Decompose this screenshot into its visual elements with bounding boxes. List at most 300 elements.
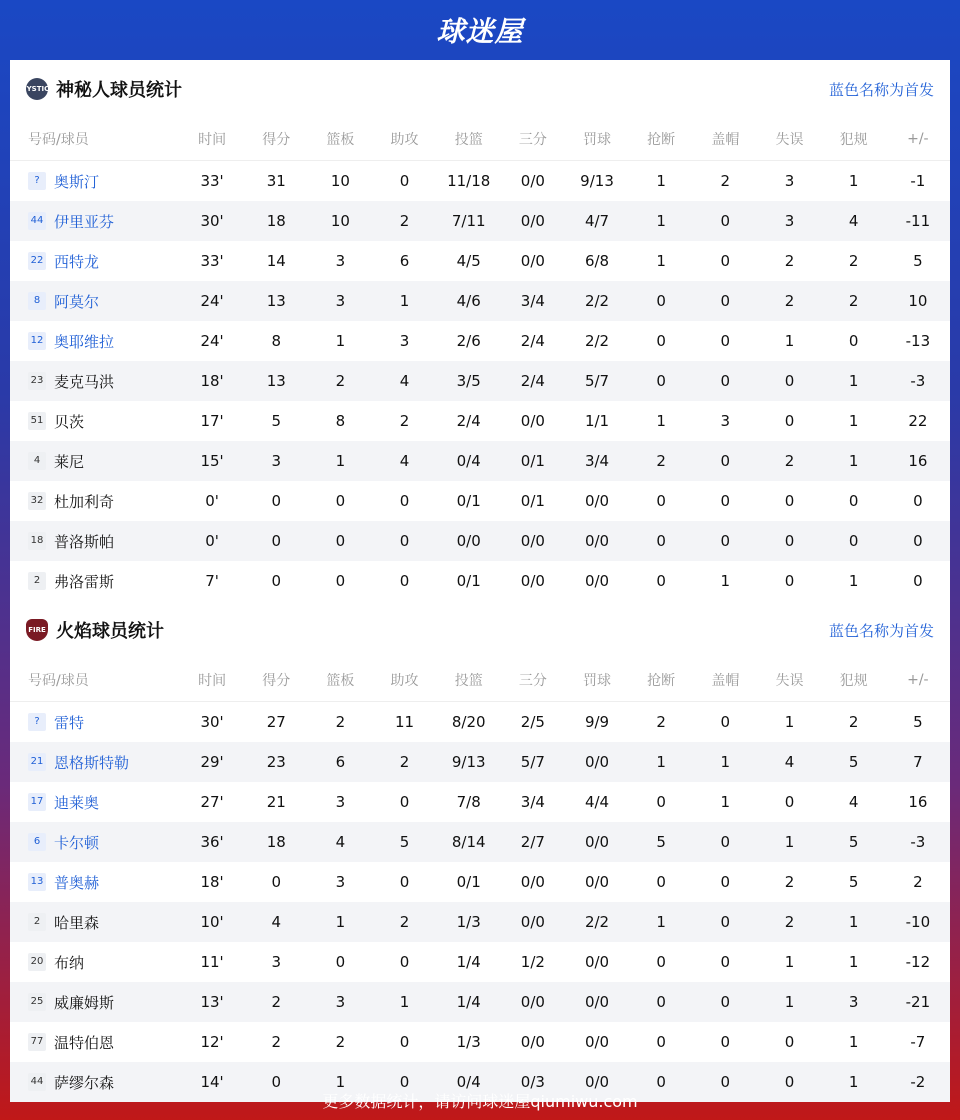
stat-cell: 1	[848, 1033, 859, 1051]
jersey-number: 20	[28, 953, 46, 971]
stat-cell: 1	[822, 441, 886, 481]
stat-cell: 16	[908, 793, 928, 811]
stat-cell: 2	[848, 713, 859, 731]
stat-cell: -7	[910, 1033, 926, 1051]
stat-cell: 1	[335, 332, 346, 350]
section-header	[10, 601, 950, 659]
starter-legend: 蓝色名称为首发	[828, 621, 934, 640]
stat-cell: 3	[244, 441, 308, 481]
stat-cell: 0/4	[437, 1062, 501, 1102]
stat-cell: 1/3	[456, 1033, 481, 1051]
stat-cell: 27'	[200, 793, 224, 811]
stat-cell: 18	[244, 201, 308, 241]
jersey-number: 13	[28, 873, 46, 891]
stat-cell: 0	[372, 521, 436, 561]
jersey-number: 4	[28, 452, 46, 470]
jersey-number: 32	[28, 492, 46, 510]
column-header: 投篮	[437, 118, 501, 161]
stat-cell: 0	[784, 492, 795, 510]
stat-cell: 2	[757, 281, 821, 321]
jersey-number: 12	[28, 332, 46, 350]
stat-cell: 12'	[200, 1033, 224, 1051]
player-cell	[10, 742, 180, 782]
stat-cell: 2	[757, 902, 821, 942]
player-name: 哈里森	[54, 913, 100, 932]
stat-cell: 10	[886, 281, 950, 321]
stat-cell: 3	[271, 953, 281, 971]
jersey-number: 44	[28, 212, 46, 230]
table-row	[10, 742, 950, 782]
stat-cell: 18'	[180, 361, 244, 401]
stat-cell: 0/0	[437, 521, 501, 561]
stat-cell: 14'	[180, 1062, 244, 1102]
stat-cell: 0	[720, 332, 731, 350]
stat-cell: 1	[308, 1062, 372, 1102]
stat-cell: 15'	[180, 441, 244, 481]
stat-cell: 0/1	[520, 492, 545, 510]
stat-cell: 0	[372, 1062, 436, 1102]
stat-cell: 0	[720, 252, 731, 270]
stat-cell: 1	[848, 953, 859, 971]
stat-cell: 7'	[205, 572, 219, 590]
stat-cell: 0'	[205, 492, 219, 510]
stat-cell: 2	[335, 713, 346, 731]
stat-cell: 4/7	[565, 201, 629, 241]
stat-cell: 8	[335, 412, 346, 430]
table-row	[10, 361, 950, 401]
table-row	[10, 1022, 950, 1062]
stat-cell: 1	[720, 793, 731, 811]
stat-cell: 1	[757, 822, 821, 862]
stat-cell: 30'	[180, 201, 244, 241]
player-cell	[10, 361, 180, 401]
player-name: 普洛斯帕	[54, 532, 115, 551]
stat-cell: 2	[244, 982, 308, 1022]
stat-cell: 0	[848, 492, 859, 510]
stat-cell: 5	[629, 822, 693, 862]
column-header: 得分	[244, 118, 308, 161]
table-row	[10, 822, 950, 862]
stat-cell: 0/0	[501, 982, 565, 1022]
stat-cell: 0/0	[501, 201, 565, 241]
stat-cell: 33'	[200, 172, 224, 190]
stat-cell: 0	[271, 572, 281, 590]
player-name: 麦克马洪	[54, 372, 115, 391]
column-header: +/-	[886, 659, 950, 702]
footer-banner	[0, 1080, 960, 1120]
stat-cell: 1	[308, 902, 372, 942]
stat-cell: 0	[693, 441, 757, 481]
stat-cell: 2/5	[520, 713, 545, 731]
column-header: 时间	[180, 659, 244, 702]
stat-cell: 0	[913, 492, 923, 510]
stat-cell: 1	[822, 1062, 886, 1102]
stat-cell: 23	[244, 742, 308, 782]
stat-cell: 0	[399, 793, 410, 811]
stat-cell: 0/0	[520, 572, 545, 590]
stat-cell: 3	[335, 252, 346, 270]
team-logo-icon: FIRE	[26, 619, 48, 641]
stat-cell: 2	[720, 172, 731, 190]
stat-cell: 13	[244, 361, 308, 401]
stat-cell: 0/0	[520, 252, 545, 270]
table-row	[10, 321, 950, 361]
stat-cell: 4	[372, 361, 436, 401]
stat-cell: 0	[848, 332, 859, 350]
stat-cell: 0	[629, 361, 693, 401]
stat-cell: 5	[372, 822, 436, 862]
table-header-row	[10, 118, 950, 161]
stat-cell: 1	[848, 172, 859, 190]
player-name[interactable]: 迪莱奥	[54, 793, 100, 812]
jersey-number: 77	[28, 1033, 46, 1051]
stat-cell: 0	[886, 521, 950, 561]
player-name[interactable]: 奥斯汀	[54, 172, 100, 191]
player-name: 布纳	[54, 953, 85, 972]
column-header: 抢断	[629, 118, 693, 161]
column-header: 罚球	[565, 659, 629, 702]
stat-cell: 0	[656, 572, 666, 590]
column-header: 罚球	[565, 118, 629, 161]
player-name: 贝茨	[54, 412, 85, 431]
stat-cell: 5	[822, 822, 886, 862]
stat-cell: 13	[244, 281, 308, 321]
stat-cell: 2	[629, 441, 693, 481]
stat-cell: 2/6	[456, 332, 481, 350]
stat-cell: 0	[335, 572, 346, 590]
stat-cell: 0	[399, 953, 410, 971]
stat-cell: 2/4	[456, 412, 481, 430]
stat-cell: 0/0	[584, 953, 610, 971]
stat-cell: 0/0	[520, 412, 545, 430]
stat-cell: 2	[372, 742, 436, 782]
stat-cell: 5/7	[565, 361, 629, 401]
column-header: 时间	[180, 118, 244, 161]
stat-cell: 1	[720, 572, 731, 590]
team-section-mystics	[10, 60, 950, 601]
footer-text: 更多数据统计，请访问球迷屋qiumiwu.com	[322, 1091, 638, 1111]
stat-cell: 0/1	[456, 873, 481, 891]
stats-card	[10, 60, 950, 1092]
stat-cell: 4/6	[437, 281, 501, 321]
stat-cell: 5	[271, 412, 281, 430]
jersey-number: ?	[28, 172, 46, 190]
table-row	[10, 281, 950, 321]
stat-cell: 3/4	[501, 281, 565, 321]
stats-table	[10, 659, 950, 1102]
stat-cell: 0	[308, 521, 372, 561]
stat-cell: 1	[629, 201, 693, 241]
column-header: 助攻	[372, 118, 436, 161]
stat-cell: 0	[693, 902, 757, 942]
stat-cell: 0	[784, 793, 795, 811]
stat-cell: 24'	[200, 332, 224, 350]
stat-cell: 1/2	[520, 953, 545, 971]
jersey-number: 51	[28, 412, 46, 430]
stat-cell: -1	[910, 172, 926, 190]
stat-cell: 0/0	[584, 1033, 610, 1051]
stat-cell: 3/4	[565, 441, 629, 481]
stat-cell: 10'	[180, 902, 244, 942]
table-row	[10, 241, 950, 281]
stat-cell: 1	[629, 902, 693, 942]
stat-cell: 2/2	[584, 332, 610, 350]
stat-cell: 0	[656, 953, 666, 971]
table-row	[10, 782, 950, 822]
column-header: 得分	[244, 659, 308, 702]
stat-cell: 0/3	[501, 1062, 565, 1102]
table-row	[10, 902, 950, 942]
stat-cell: 5	[913, 252, 923, 270]
stat-cell: 4	[244, 902, 308, 942]
jersey-number: 18	[28, 532, 46, 550]
player-cell	[10, 161, 180, 202]
stat-cell: 0	[271, 492, 281, 510]
player-cell	[10, 321, 180, 361]
stat-cell: 0	[784, 1033, 795, 1051]
stat-cell: 31	[266, 172, 286, 190]
stat-cell: 2	[784, 252, 795, 270]
stat-cell: 0/0	[565, 982, 629, 1022]
column-header: 三分	[501, 659, 565, 702]
column-header: +/-	[886, 118, 950, 161]
jersey-number: 6	[28, 833, 46, 851]
stat-cell: 2/7	[501, 822, 565, 862]
player-cell	[10, 561, 180, 601]
table-row	[10, 441, 950, 481]
stat-cell: 1	[656, 172, 666, 190]
stat-cell: 0	[399, 172, 410, 190]
stat-cell: 2	[784, 873, 795, 891]
stat-cell: 0	[720, 713, 731, 731]
jersey-number: 25	[28, 993, 46, 1011]
stat-cell: 0	[784, 572, 795, 590]
stat-cell: 1	[822, 902, 886, 942]
stat-cell: 1	[656, 252, 666, 270]
stat-cell: 0/0	[501, 521, 565, 561]
table-row	[10, 561, 950, 601]
table-row	[10, 702, 950, 743]
stat-cell: 1	[372, 281, 436, 321]
column-header: 号码/球员	[10, 659, 180, 702]
stat-cell: 10	[308, 201, 372, 241]
stat-cell: 0	[629, 521, 693, 561]
stat-cell: 0	[656, 492, 666, 510]
stat-cell: 27	[266, 713, 286, 731]
player-name: 杜加利奇	[54, 492, 115, 511]
stat-cell: 0/0	[520, 1033, 545, 1051]
stat-cell: 24'	[180, 281, 244, 321]
stat-cell: 16	[886, 441, 950, 481]
stat-cell: 0'	[180, 521, 244, 561]
stat-cell: 1	[757, 982, 821, 1022]
stat-cell: 0/0	[584, 873, 610, 891]
stat-cell: 4	[757, 742, 821, 782]
stat-cell: -13	[905, 332, 931, 350]
stat-cell: 1	[848, 412, 859, 430]
stat-cell: 8	[271, 332, 281, 350]
player-cell	[10, 281, 180, 321]
column-header: 篮板	[308, 118, 372, 161]
stat-cell: 4	[372, 441, 436, 481]
stat-cell: 14	[266, 252, 286, 270]
stat-cell: 0	[693, 201, 757, 241]
player-cell	[10, 241, 180, 281]
stat-cell: -11	[886, 201, 950, 241]
player-name[interactable]: 阿莫尔	[54, 292, 100, 311]
stat-cell: 2	[913, 873, 923, 891]
stat-cell: 5	[913, 713, 923, 731]
stat-cell: 0	[693, 1062, 757, 1102]
stat-cell: 0	[656, 793, 666, 811]
column-header: 盖帽	[693, 659, 757, 702]
section-header	[10, 60, 950, 118]
stat-cell: 2/2	[565, 281, 629, 321]
stat-cell: 21	[266, 793, 286, 811]
stat-cell: 11	[395, 713, 415, 731]
stat-cell: 5	[822, 742, 886, 782]
stat-cell: 1/4	[456, 953, 481, 971]
stat-cell: 2	[335, 1033, 346, 1051]
stat-cell: 3	[784, 172, 795, 190]
stat-cell: 36'	[180, 822, 244, 862]
stat-cell: 3	[308, 281, 372, 321]
stat-cell: 3	[335, 793, 346, 811]
jersey-number: 2	[28, 572, 46, 590]
stat-cell: 3/5	[437, 361, 501, 401]
stat-cell: 4	[822, 201, 886, 241]
stat-cell: 0/0	[520, 873, 545, 891]
stat-cell: 2	[757, 441, 821, 481]
stat-cell: 0/0	[584, 572, 610, 590]
player-name[interactable]: 伊里亚芬	[54, 212, 115, 231]
jersey-number: 22	[28, 252, 46, 270]
stat-cell: 7	[886, 742, 950, 782]
table-row	[10, 942, 950, 982]
stat-cell: 0/0	[584, 492, 610, 510]
table-row	[10, 982, 950, 1022]
stat-cell: 0	[720, 1033, 731, 1051]
stat-cell: 2	[308, 361, 372, 401]
stat-cell: 0	[693, 982, 757, 1022]
stat-cell: 0	[656, 873, 666, 891]
player-name: 莱尼	[54, 452, 85, 471]
stat-cell: 0/0	[501, 902, 565, 942]
team-section-fire	[10, 601, 950, 1102]
stat-cell: 2	[848, 252, 859, 270]
stat-cell: 4	[848, 793, 859, 811]
stat-cell: -3	[886, 361, 950, 401]
table-row	[10, 201, 950, 241]
stat-cell: 0	[757, 1062, 821, 1102]
column-header: 篮板	[308, 659, 372, 702]
stat-cell: 0/1	[456, 572, 481, 590]
column-header: 三分	[501, 118, 565, 161]
table-row	[10, 401, 950, 441]
team-logo-icon: MYSTICS	[26, 78, 48, 100]
player-name: 威廉姆斯	[54, 993, 115, 1012]
player-name[interactable]: 普奥赫	[54, 873, 100, 892]
player-name: 弗洛雷斯	[54, 572, 115, 591]
stat-cell: 1/1	[584, 412, 610, 430]
player-cell	[10, 782, 180, 822]
stat-cell: 7/11	[437, 201, 501, 241]
stat-cell: 0	[693, 281, 757, 321]
stat-cell: 0	[271, 873, 281, 891]
brand-logo: 球迷屋	[436, 15, 524, 48]
player-name[interactable]: 卡尔顿	[54, 833, 100, 852]
jersey-number: 17	[28, 793, 46, 811]
column-header: 投篮	[437, 659, 501, 702]
stat-cell: 1	[629, 742, 693, 782]
stat-cell: -10	[886, 902, 950, 942]
stat-cell: 1	[784, 953, 795, 971]
stat-cell: 0	[720, 873, 731, 891]
stat-cell: 1/3	[437, 902, 501, 942]
player-cell	[10, 702, 180, 743]
stat-cell: 2/2	[565, 902, 629, 942]
player-cell	[10, 441, 180, 481]
player-name[interactable]: 雷特	[54, 713, 85, 732]
stat-cell: 1/4	[437, 982, 501, 1022]
stat-cell: 3	[308, 982, 372, 1022]
stat-cell: 0	[244, 521, 308, 561]
stat-cell: 7/8	[456, 793, 481, 811]
stat-cell: 0	[784, 412, 795, 430]
stat-cell: 1	[308, 441, 372, 481]
stat-cell: 5	[848, 873, 859, 891]
stat-cell: 3	[720, 412, 731, 430]
stat-cell: 0	[399, 492, 410, 510]
stat-cell: -21	[886, 982, 950, 1022]
stat-cell: 6/8	[584, 252, 610, 270]
stat-cell: 0/0	[565, 521, 629, 561]
player-name[interactable]: 恩格斯特勒	[54, 753, 130, 772]
column-header: 犯规	[822, 659, 886, 702]
stat-cell: 0	[757, 361, 821, 401]
player-cell	[10, 481, 180, 521]
player-cell	[10, 862, 180, 902]
stat-cell: 0	[629, 281, 693, 321]
player-cell	[10, 982, 180, 1022]
jersey-number: 2	[28, 913, 46, 931]
table-row	[10, 161, 950, 202]
table-row	[10, 521, 950, 561]
stat-cell: 5/7	[501, 742, 565, 782]
stat-cell: 0	[913, 572, 923, 590]
stat-cell: 6	[308, 742, 372, 782]
stat-cell: 0	[720, 492, 731, 510]
stat-cell: 1	[372, 982, 436, 1022]
stat-cell: 10	[330, 172, 350, 190]
player-cell	[10, 201, 180, 241]
stat-cell: 0	[693, 521, 757, 561]
stat-cell: 4	[308, 822, 372, 862]
stat-cell: 0/4	[437, 441, 501, 481]
jersey-number: 21	[28, 753, 46, 771]
player-cell	[10, 942, 180, 982]
player-name[interactable]: 奥耶维拉	[54, 332, 115, 351]
player-name[interactable]: 西特龙	[54, 252, 100, 271]
stat-cell: 9/13	[437, 742, 501, 782]
stat-cell: 18'	[200, 873, 224, 891]
stat-cell: 3	[335, 873, 346, 891]
player-cell	[10, 521, 180, 561]
player-cell	[10, 902, 180, 942]
stat-cell: 29'	[180, 742, 244, 782]
stat-cell: 6	[399, 252, 410, 270]
stat-cell: 0	[629, 1062, 693, 1102]
